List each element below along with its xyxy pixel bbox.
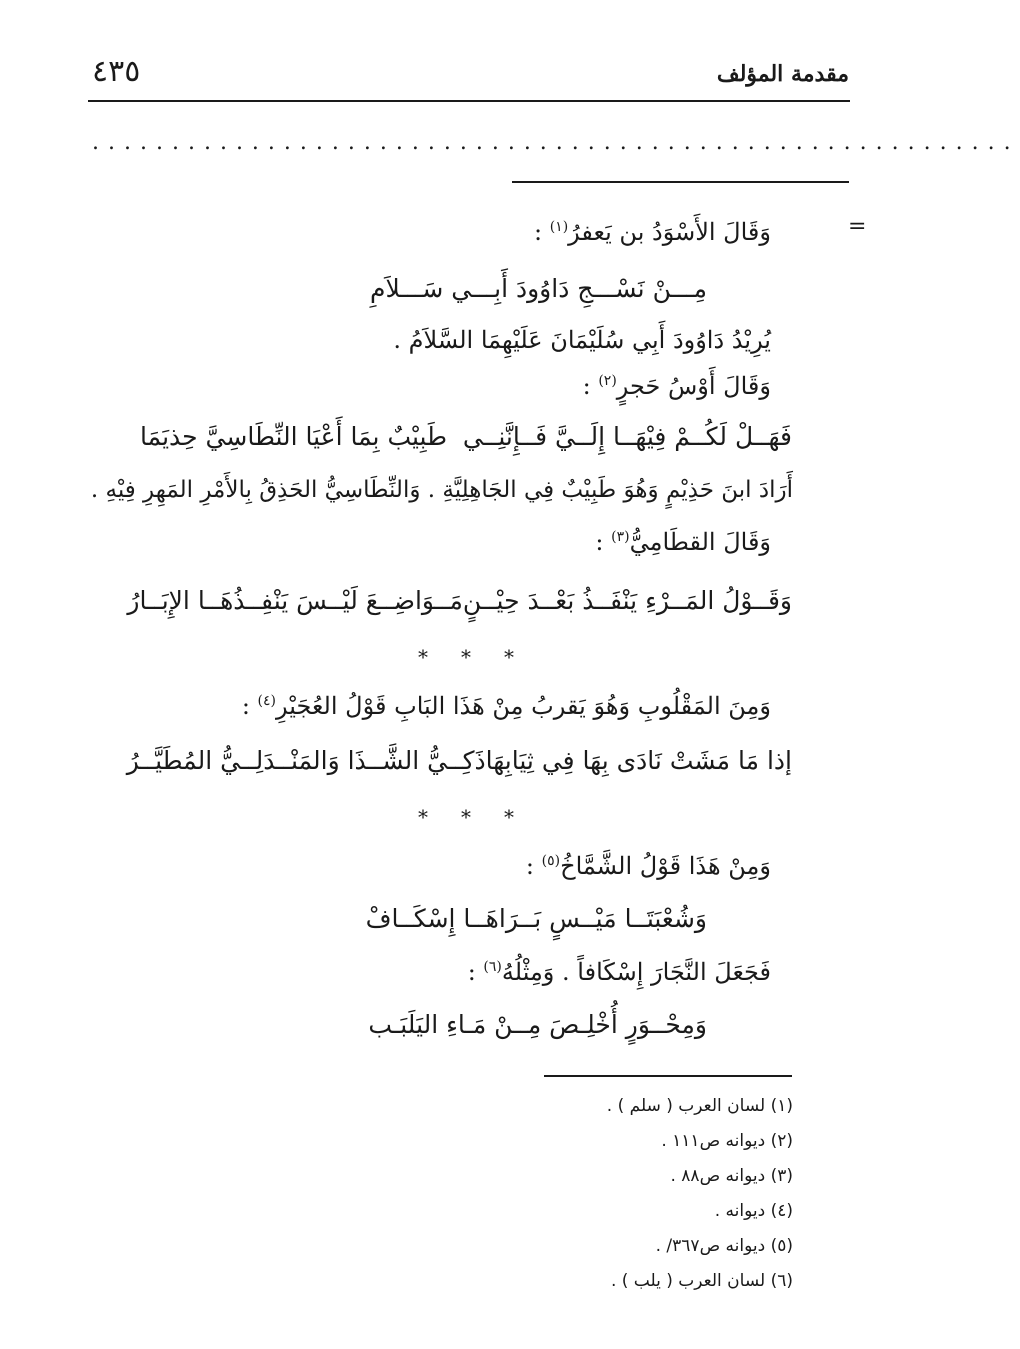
text-line-7 — [526, 846, 771, 886]
footnote-ref-3: (٣) — [611, 529, 630, 545]
page-number: ٤٣٥ — [92, 54, 141, 89]
verse-3-second-hemistich: مَــوَاضِــعَ لَيْــسَ يَنْفِــذُهَــا الإِبَــارُ — [127, 586, 463, 615]
text-end: : — [241, 692, 258, 720]
asterisk: * — [504, 645, 514, 669]
footnote-ref-4: (٤) — [257, 693, 276, 709]
footnote-2: (٢) ديوانه ص١١١ . — [661, 1131, 793, 1151]
short-rule — [512, 181, 849, 183]
dotted-separator: .......................................................... — [92, 130, 1020, 155]
running-title: مقدمة المؤلف — [716, 61, 849, 87]
asterisk: * — [418, 645, 428, 669]
footnote-4: (٤) ديوانه . — [714, 1201, 793, 1221]
text-line-4: أَرَادَ ابنَ حَذِيْمٍ وَهُوَ طَبِيْبٌ فِي الجَاهِلِيَّةِ . وَالنِّطَاسِيُّ الحَذِقُ بِالأَمْرِ المَهِرِ فِيْهِ . — [90, 477, 793, 503]
asterisk: * — [418, 805, 428, 829]
footnote-rule — [544, 1075, 792, 1077]
footnote-ref-2: (٢) — [598, 373, 617, 389]
text-end: : — [525, 852, 542, 880]
text-end: : — [582, 372, 599, 400]
verse-6: وَمِحْــوَرٍ أُخْلِـصَ مِــنْ مَـاءِ اليَلَبَـب — [368, 1010, 707, 1039]
footnote-ref-1: (١) — [549, 219, 569, 235]
text-end: : — [533, 218, 550, 246]
text-line-6 — [242, 686, 771, 726]
text: وَقَالَ أَوْسُ حَجرٍ — [616, 372, 771, 400]
section-separator-1 — [418, 642, 514, 672]
text-line-2: يُرِيْدُ دَاوُودَ أَبِي سُلَيْمَانَ عَلَيْهِمَا السَّلاَمُ . — [393, 326, 771, 354]
header-rule — [88, 100, 850, 102]
verse-4-second-hemistich: ذَكِــيُّ الشَّــذَا وَالمَنْــدَلِــيُّ المُطَيَّــرُ — [126, 746, 486, 775]
section-separator-2 — [418, 802, 514, 832]
footnote-6: (٦) لسان العرب ( يلب ) . — [610, 1271, 793, 1291]
verse-2-second-hemistich: طَبِيْبٌ بِمَا أَعْيَا النِّطَاسِيَّ حِذيَمَا — [140, 422, 447, 451]
text-line-1 — [534, 212, 771, 252]
verse-2-first-hemistich: فَهَــلْ لَكُــمْ فِيْهَــا إِلَــيَّ فَــإِنَّنِــي — [462, 422, 792, 451]
verse-1: مِـــنْ نَسْـــجِ دَاوُودَ أَبِـــي سَـــلاَمِ — [370, 274, 707, 303]
asterisk: * — [461, 645, 471, 669]
footnote-ref-5: (٥) — [541, 853, 561, 869]
verse-3-first-hemistich: وَقَــوْلُ المَــرْءِ يَنْفَــذُ بَعْــدَ حِيْــنٍ — [462, 586, 792, 615]
verse-5: وَشُعْبَتَــا مَيْــسٍ بَــرَاهَــا إِسْكَــافْ — [365, 904, 707, 933]
text: وَقَالَ الأَسْوَدُ بن يَعفرُ — [568, 218, 771, 246]
footnote-ref-6: (٦) — [483, 959, 502, 975]
continuation-mark: = — [848, 214, 867, 239]
text-line-3 — [583, 366, 771, 406]
verse-4-first-hemistich: إذا مَا مَشَتْ نَادَى بِهَا فِي ثِيَابِهَا — [485, 746, 792, 775]
verse-4 — [126, 740, 792, 782]
text: فَجَعَلَ النَّجَارَ إِسْكَافاً . وَمِثْلُهُ — [501, 958, 771, 986]
text-end: : — [595, 528, 612, 556]
text: وَمِنَ المَقْلُوبِ وَهُوَ يَقربُ مِنْ هَذَا البَابِ قَوْلُ العُجَيْرِ — [276, 692, 771, 720]
footnote-1: (١) لسان العرب ( سلم ) . — [606, 1096, 793, 1116]
text-line-8 — [468, 952, 771, 992]
text-end: : — [467, 958, 484, 986]
footnote-5: (٥) ديوانه ص٣٦٧/ . — [655, 1236, 793, 1256]
footnote-3: (٣) ديوانه ص٨٨ . — [670, 1166, 793, 1186]
asterisk: * — [461, 805, 471, 829]
text: وَمِنْ هَذَا قَوْلُ الشَّمَّاخُ — [560, 852, 771, 880]
text: وَقَالَ القطَامِيُّ — [629, 528, 771, 556]
verse-3 — [127, 580, 792, 622]
verse-2 — [140, 416, 792, 458]
asterisk: * — [504, 805, 514, 829]
text-line-5 — [595, 522, 771, 562]
